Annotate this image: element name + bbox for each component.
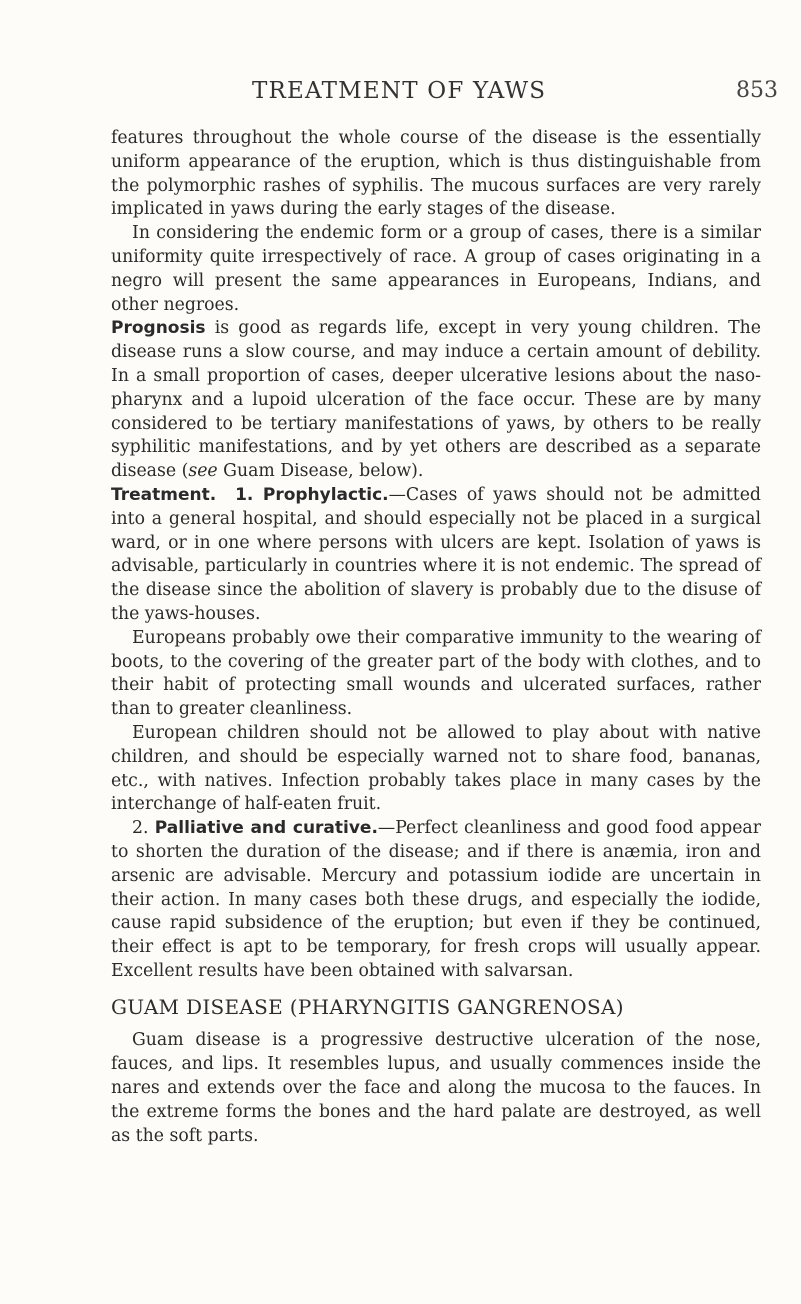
prophylactic-number: 1. (235, 484, 254, 505)
paragraph-text: is good as regards life, except in very young children. The disease runs a slow course, and may induce a certain amount of debility. In a small proportion of cases, deeper ulcerative lesions about the naso-pharynx and a lupoid ulceration of the face occur. These are by many considered to be tertiary manifestations of yaws, by others to be really syphilitic manifestations, and by yet others are described as a separate disease ( (111, 318, 761, 482)
paragraph-treatment-prophylactic (111, 484, 761, 627)
see-reference: see (188, 461, 218, 482)
paragraph-prognosis (111, 317, 761, 484)
palliative-number: 2. (132, 818, 149, 839)
paragraph-text: —Cases of yaws should not be admitted into a general hospital, and should especially not be placed in a surgical ward, or in one where persons with ulcers are kept. Isolation of yaws is advisable, particularly in countries where it is not endemic. The spread of the disease since the abolition of slavery is probably due to the disuse of the yaws-houses. (111, 484, 761, 624)
paragraph-european-children (111, 722, 761, 817)
palliative-heading: Palliative and curative. (154, 818, 378, 839)
paragraph-palliative (111, 817, 761, 984)
paragraph-text: Guam Disease, below). (217, 461, 424, 482)
page-body (111, 127, 761, 1148)
paragraph-text: European children should not be allowed to play about with native children, and should be especially warned not to share food, bananas, etc., with natives. Infection probably takes place in many cases by the interchange of half-eaten fruit. (111, 722, 761, 815)
paragraph-text: Guam disease is a progressive destructive ulceration of the nose, fauces, and lips. It resembles lupus, and usually commences inside the nares and extends over the face and along the mucosa to the fauces. In the extreme forms the bones and the hard palate are destroyed, as well as the soft parts. (111, 1030, 761, 1146)
running-header (0, 78, 801, 110)
page-number: 853 (736, 78, 778, 103)
paragraph-endemic-form (111, 222, 761, 317)
treatment-heading: Treatment. (111, 484, 217, 505)
paragraph-text: Europeans probably owe their comparative immunity to the wearing of boots, to the covering of the greater part of the body with clothes, and to their habit of protecting small wounds and ulcerated surfaces, rather than to greater cleanliness. (111, 627, 761, 720)
paragraph-continuation (111, 127, 761, 222)
paragraph-guam-disease (111, 1029, 761, 1148)
guam-disease-heading: GUAM DISEASE (PHARYNGITIS GANGRENOSA) (111, 994, 624, 1019)
paragraph-text: features throughout the whole course of the disease is the essentially uniform appearance of the eruption, which is thus distinguishable from the polymorphic rashes of syphilis. The mucous surfaces are very rarely implicated in yaws during the early stages of the disease. (111, 128, 761, 220)
paragraph-text: —Perfect cleanliness and good food appear to shorten the duration of the disease; and if there is anæmia, iron and arsenic are advisable. Mercury and potassium iodide are uncertain in their action. In many cases both these drugs, and especially the iodide, cause rapid subsidence of the eruption; but even if they be continued, their effect is apt to be temporary, for fresh crops will usually appear. Excellent results have been obtained with salvarsan. (111, 818, 761, 981)
prophylactic-heading: Prophylactic. (262, 484, 389, 505)
prognosis-heading: Prognosis (111, 318, 206, 339)
paragraph-european-immunity (111, 627, 761, 722)
running-title: TREATMENT OF YAWS (252, 78, 547, 104)
paragraph-text: In considering the endemic form or a group of cases, there is a similar uniformity quite irrespectively of race. A group of cases originating in a negro will present the same appearances in Europeans, Indians, and other negroes. (111, 223, 761, 315)
